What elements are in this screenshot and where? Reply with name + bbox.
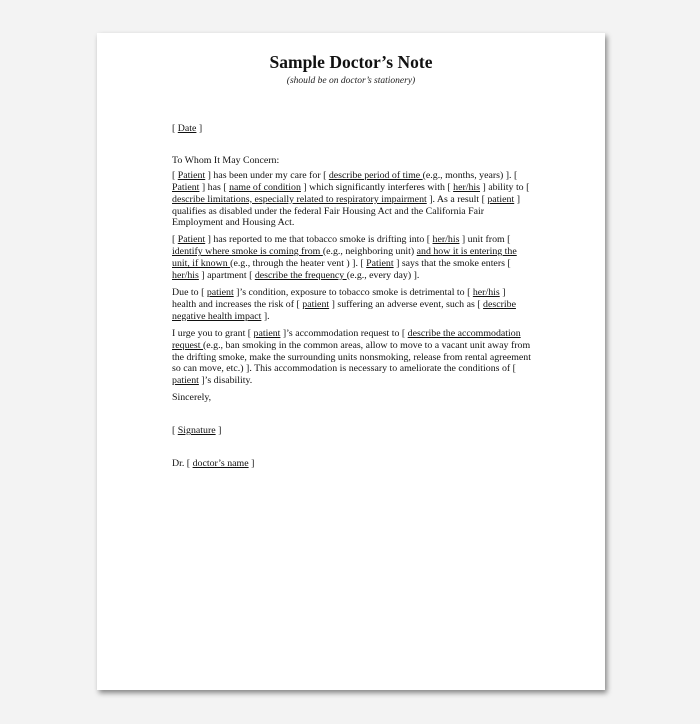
- signature-line: [ Signature ]: [172, 425, 222, 437]
- greeting: To Whom It May Concern:: [172, 154, 280, 166]
- placeholder-field: patient: [253, 327, 281, 339]
- placeholder-field: describe negative health impact: [172, 298, 516, 322]
- placeholder-field: and how it is entering the unit, if known: [172, 246, 517, 270]
- placeholder-field: describe the frequency: [254, 270, 347, 282]
- closing: Sincerely,: [172, 392, 212, 404]
- signature-field: Signature: [177, 425, 216, 437]
- placeholder-field: patient: [487, 193, 515, 205]
- placeholder-field: patient: [172, 375, 199, 387]
- document-page: [97, 33, 605, 690]
- paragraph-2: [ Patient ] has reported to me that tobacco smoke is drifting into [ her/his ] unit from [ identify where smoke is coming from (e.g., neighboring unit) and how it is entering the unit, if known (e.g., through the heater vent ) ]. [ Patient ] says that the smoke enters [ her/his ] apartment [ describe the frequency (e.g., every day) ].: [172, 234, 517, 282]
- document-title: Sample Doctor’s Note: [269, 52, 433, 72]
- doctor-line: Dr. [ doctor’s name ]: [172, 458, 255, 470]
- placeholder-field: Patient: [177, 169, 206, 181]
- placeholder-field: her/his: [432, 234, 460, 246]
- date-field: Date: [177, 123, 197, 134]
- placeholder-field: name of condition: [229, 181, 301, 193]
- letter-body: [172, 123, 532, 470]
- placeholder-field: patient: [302, 298, 330, 310]
- placeholder-field: describe period of time: [328, 169, 423, 181]
- placeholder-field: describe the accommodation request: [172, 327, 521, 351]
- doctor-name-field: doctor’s name: [192, 458, 249, 470]
- paragraph-4: I urge you to grant [ patient ]’s accommodation request to [ describe the accommodation request (e.g., ban smoking in the common areas, allow to move to a vacant unit away from the drifting smoke, make the surrounding units nonsmoking, release from rental agreement so can move, etc.) ]. This accommodation is necessary to ameliorate the conditions of [ patient ]’s disability.: [172, 327, 531, 387]
- paragraph-3: Due to [ patient ]’s condition, exposure to tobacco smoke is detrimental to [ her/his ] health and increases the risk of [ patient ] suffering an adverse event, such as [ describe negative health impact ].: [172, 286, 516, 322]
- document-subtitle: (should be on doctor’s stationery): [286, 76, 416, 86]
- placeholder-field: describe limitations, especially related to respiratory impairment: [172, 193, 427, 205]
- placeholder-field: patient: [206, 286, 234, 298]
- placeholder-field: her/his: [172, 270, 199, 282]
- date-line: [ Date ]: [172, 123, 203, 134]
- placeholder-field: Patient: [366, 258, 394, 270]
- placeholder-field: identify where smoke is coming from: [172, 246, 323, 258]
- paragraph-1: [ Patient ] has been under my care for [ describe period of time (e.g., months, years) ]. [ Patient ] has [ name of condition ] which significantly interferes with [ her/his ] ability to [ describe limitations, especially related to respiratory impairment ]. As a result [ patient ] qualifies as disabled under the federal Fair Housing Act and the California Fair Employment and Housing Act.: [172, 169, 530, 229]
- placeholder-field: Patient: [177, 234, 206, 246]
- placeholder-field: her/his: [453, 181, 481, 193]
- placeholder-field: her/his: [472, 286, 500, 298]
- placeholder-field: Patient: [172, 181, 200, 193]
